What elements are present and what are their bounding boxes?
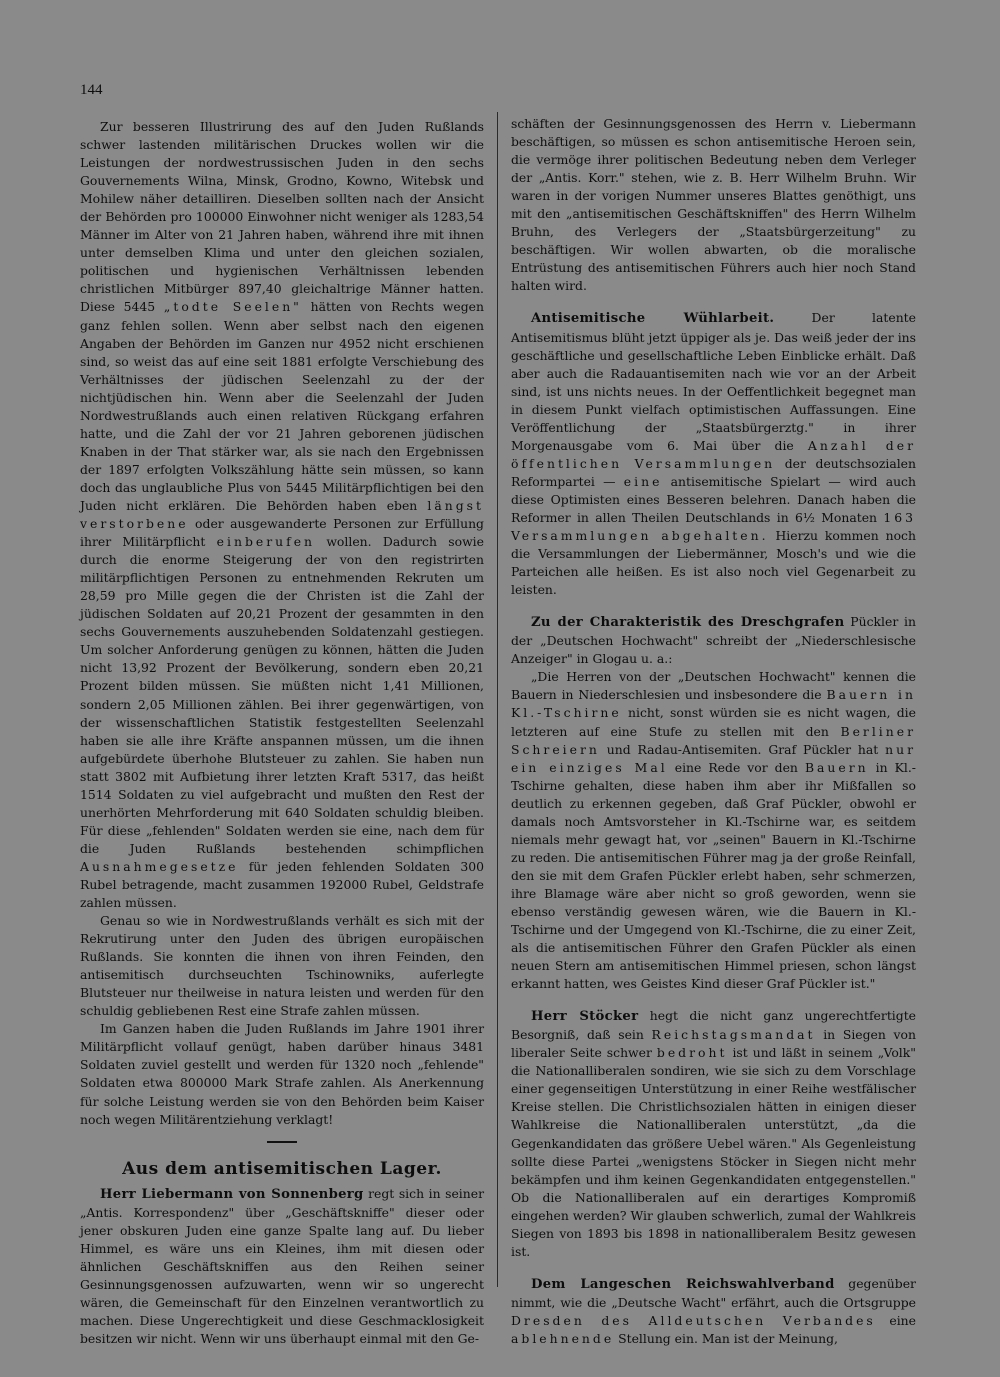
paragraph-dreschgraf: Zu der Charakteristik des Dreschgrafen Pückler in der „Deutschen Hochwacht" schreibt der „Niederschlesische Anzeiger" in Glogau u. a.: xyxy=(511,614,916,667)
paragraph-european-russia: Genau so wie in Nordwestrußlands verhält es sich mit der Rekrutirung unter den Juden des übrigen europäischen Rußlands. Sie konnten die ihnen von ihren Feinden, den antisemitisch durchseuchten Tschinowniks, auferlegte Blutsteuer nur theilweise in natura leisten und werden für den schuldig gebliebenen Rest eine Strafe zahlen müssen. xyxy=(80,913,484,1019)
paragraph-wuehlarbeit: Antisemitische Wühlarbeit. Der latente Antisemitismus blüht jetzt üppiger als je. Das weiß jeder der ins geschäftliche und gesellschaftliche Leben Einblicke erhält. Daß aber auch die Radauantisemiten nach wie vor an der Arbeit sind, ist uns nichts neues. In der Oeffentlichkeit begegnet man in diesem Punkt vielfach optimistischen Auffassungen. Eine Veröffentlichung der „Staatsbürgerztg." in ihrer Morgenausgabe vom 6. Mai über die Anzahl der öffentlichen Versammlungen der deutschsozialen Reformpartei — eine antisemitische Spielart — wird auch diese Optimisten eines Besseren belehren. Danach haben die Reformer in allen Theilen Deutschlands in 6½ Monaten 163 Versammlungen abgehalten. Hierzu kommen noch die Versammlungen der Liebermänner, Mosch's und wie die Parteichen alle heißen. Es ist also noch viel Gegenarbeit zu leisten. xyxy=(511,310,916,598)
paragraph-reichswahlverband: Dem Langeschen Reichswahlverband gegenüber nimmt, wie die „Deutsche Wacht" erfährt, auch die Ortsgruppe Dresden des Alldeutschen Verbandes eine ablehnende Stellung ein. Man ist der Meinung, xyxy=(511,1275,916,1346)
paragraph-liebermann: Herr Liebermann von Sonnenberg regt sich in seiner „Antis. Korrespondenz" über „Geschäftskniffe" dieser oder jener obskuren Juden eine ganze Spalte lang auf. Du lieber Himmel, es wäre uns ein Kleines, ihm mit diesen oder ähnlichen Geschäftskniffen aus den Reihen seiner Gesinnungsgenossen aufzuwarten, wenn wir so ungerecht wären, die Gemeinschaft für den Einzelnen verantwortlich zu machen. Diese Ungerechtigkeit und diese Geschmacklosigkeit besitzen wir nicht. Wenn wir uns überhaupt einmal mit den Ge- xyxy=(80,1185,484,1346)
page-number: 144 xyxy=(80,82,103,98)
paragraph-bruhn: schäften der Gesinnungsgenossen des Herrn v. Liebermann beschäftigen, so müssen es schon antisemitische Heroen sein, die vermöge ihrer politischen Bedeutung neben dem Verleger der „Antis. Korr." stehen, wie z. B. Herr Wilhelm Bruhn. Wir waren in der vorigen Nummer unseres Blattes genöthigt, uns mit den „antisemitischen Geschäftskniffen" des Herrn Wilhelm Bruhn, des Verlegers der „Staatsbürgerzeitung" zu beschäftigen. Wir wollen abwarten, ob die moralische Entrüstung des antisemitischen Führers auch hier noch Stand halten wird. xyxy=(511,116,916,294)
paragraph-quote-hochwacht: „Die Herren von der „Deutschen Hochwacht" kennen die Bauern in Niederschlesien und insbesondere die Bauern in Kl.-Tschirne nicht, sonst würden sie es nicht wagen, die letzteren auf eine Stufe zu stellen mit den Berliner Schreiern und Radau-Antisemiten. Graf Pückler hat nur ein einziges Mal eine Rede vor den Bauern in Kl.-Tschirne gehalten, diese haben ihm aber ihr Mißfallen so deutlich zu erkennen gegeben, daß Graf Pückler, obwohl er damals noch Amtsvorsteher in Kl.-Tschirne war, es seitdem niemals mehr gewagt hat, vor „seinen" Bauern in Kl.-Tschirne zu reden. Die antisemitischen Führer mag ja der große Reinfall, den sie mit dem Grafen Pückler erlebt haben, sehr schmerzen, ihre Blamage wäre aber nicht so groß geworden, wenn sie ebenso verständig gewesen wären, wie die Bauern in Kl.-Tschirne und der Umgegend von Kl.-Tschirne, die zu einer Zeit, als die antisemitischen Führer den Grafen Pückler als einen neuen Stern am antisemitischen Himmel priesen, schon längst erkannt hatten, wes Geistes Kind dieser Graf Pückler ist." xyxy=(511,669,916,992)
section-heading: Aus dem antisemitischen Lager. xyxy=(122,1158,442,1179)
left-column xyxy=(80,118,484,1348)
column-divider xyxy=(497,112,498,1287)
paragraph-military-burden: Zur besseren Illustrirung des auf den Juden Rußlands schwer lastenden militärischen Druckes wollen wir die Leistungen der nordwestrussischen Juden in den sechs Gouvernements Wilna, Minsk, Grodno, Kowno, Witebsk und Mohilew näher detailliren. Dieselben sollten nach der Ansicht der Behörden pro 100000 Einwohner nicht weniger als 1283,54 Männer im Alter von 21 Jahren haben, während ihre mit ihnen unter demselben Klima und unter den gleichen sozialen, politischen und hygienischen Verhältnissen lebenden christlichen Mitbürger 897,40 gleichaltrige Männer hatten. Diese 5445 „todte Seelen" hätten von Rechts wegen ganz fehlen sollen. Wenn aber selbst nach den eigenen Angaben der Behörden im Ganzen nur 4952 nicht erschienen sind, so weist das auf eine seit 1881 erfolgte Verschiebung des Verhältnisses der jüdischen Seelenzahl zu der der nichtjüdischen hin. Wenn aber die Seelenzahl der Juden Nordwestrußlands auch einen relativen Rückgang erfahren hatte, und die Zahl der vor 21 Jahren geborenen jüdischen Knaben in der That stärker war, als sie nach den Ergebnissen der 1897 erfolgten Volkszählung hätte sein müssen, so kann doch das unglaubliche Plus von 5445 Militärpflichtigen bei den Juden nicht erklären. Die Behörden haben eben längst verstorbene oder ausgewanderte Personen zur Erfüllung ihrer Militärpflicht einberufen wollen. Dadurch sowie durch die enorme Steigerung der von den registrirten militärpflichtigen Personen zu entnehmenden Rekruten um 28,59 pro Mille gegen die der Christen ist die Zahl der jüdischen Soldaten auf 20,21 Prozent der gesammten in den sechs Gouvernements auszuhebenden Soldatenzahl gestiegen. Um solcher Anforderung genügen zu können, hätten die Juden nicht 13,92 Prozent der Bevölkerung, sondern eben 20,21 Prozent bilden müssen. Sie müßten nicht 1,41 Millionen, sondern 2,05 Millionen zählen. Bei ihrer gegenwärtigen, von der wissenschaftlichen Statistik festgestellten Seelenzahl haben sie alle ihre Kräfte anspannen müssen, um die ihnen aufgebürdete überhohe Blutsteuer zu zahlen. Sie haben nun statt 3802 mit Aufbietung ihrer letzten Kraft 5317, das heißt 1514 Soldaten zu viel aufgebracht und mußten den Rest der unerhörten Mehrforderung mit 640 Soldaten schuldig bleiben. Für diese „fehlenden" Soldaten werden sie eine, nach dem für die Juden Rußlands bestehenden schimpflichen Ausnahmegesetze für jeden fehlenden Soldaten 300 Rubel betragende, macht zusammen 192000 Rubel, Geldstrafe zahlen müssen. xyxy=(80,119,484,911)
section-divider xyxy=(267,1141,297,1143)
paragraph-stoecker: Herr Stöcker hegt die nicht ganz ungerechtfertigte Besorgniß, daß sein Reichstagsmandat in Siegen von liberaler Seite schwer bedroht ist und läßt in seinem „Volk" die Nationalliberalen sondiren, wie sie sich zu dem Vorschlage einer gegenseitigen Unterstützung in einer Reihe westfälischer Kreise stellen. Die Christlichsozialen hätten in einigen dieser Wahlkreise die Nationalliberalen unterstützt, „da die Gegenkandidaten das größere Uebel wären." Als Gegenleistung sollte diese Partei „wenigstens Stöcker in Siegen nicht mehr bekämpfen und ihm keinen Gegenkandidaten entgegenstellen." Ob die Nationalliberalen auf ein derartiges Kompromiß eingehen werden? Wir glauben schwerlich, zumal der Wahlkreis Siegen von 1893 bis 1898 in nationalliberalem Besitz gewesen ist. xyxy=(511,1008,916,1259)
paragraph-summary-1901: Im Ganzen haben die Juden Rußlands im Jahre 1901 ihrer Militärpflicht vollauf genügt, haben darüber hinaus 3481 Soldaten zuviel gestellt und werden für 1320 noch „fehlende" Soldaten etwa 800000 Mark Strafe zahlen. Als Anerkennung für solche Leistung werden sie von den Behörden beim Kaiser noch wegen Militärentziehung verklagt! xyxy=(80,1021,484,1127)
right-column xyxy=(511,115,916,1348)
